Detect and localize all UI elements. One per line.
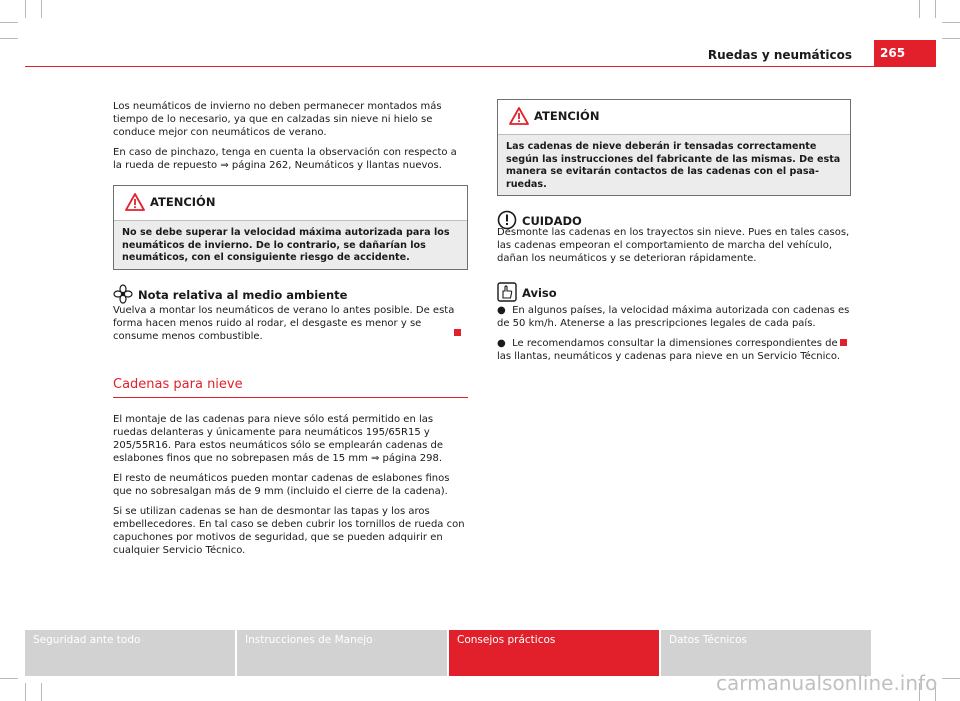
left-column — [113, 100, 468, 564]
warning-title: ATENCIÓN — [534, 109, 600, 123]
notice-title: Aviso — [522, 286, 557, 301]
crop-mark — [0, 22, 18, 23]
section-title: Cadenas para nieve — [113, 376, 243, 392]
bullet-dot: ● — [497, 338, 513, 350]
crop-mark — [0, 38, 18, 39]
bullet-dot: ● — [497, 305, 513, 317]
environment-note-text: Vuelva a montar los neumáticos de verano lo antes posible. De esta forma hacen menos ruido al rodar, el desgaste es menor y se consume menos combustible. — [113, 304, 455, 342]
end-of-section-mark — [840, 339, 847, 346]
footer-tab-instrucciones[interactable]: Instrucciones de Manejo — [237, 630, 447, 676]
watermark: carmanualsonline.info — [716, 671, 938, 695]
crop-mark — [0, 678, 18, 679]
warning-text: Las cadenas de nieve deberán ir tensadas correctamente según las instrucciones del fabricante de las mismas. De esta manera se evitarán contactos de las cadenas con el pasa-ruedas. — [498, 135, 850, 195]
warning-title: ATENCIÓN — [150, 195, 216, 209]
warning-triangle-icon — [125, 193, 145, 211]
environment-flower-icon — [113, 284, 133, 304]
paragraph: El resto de neumáticos pueden montar cadenas de eslabones finos que no sobresalgan más de 9 mm (incluido el cierre de la cadena). — [113, 472, 450, 497]
notice-bullet: ● En algunos países, la velocidad máxima autorizada con cadenas es de 50 km/h. Atenerse a las prescripciones legales de cada país. — [497, 305, 850, 330]
footer-tab-seguridad[interactable]: Seguridad ante todo — [25, 630, 235, 676]
crop-mark — [935, 0, 936, 18]
crop-mark — [942, 38, 960, 39]
paragraph: Los neumáticos de invierno no deben permanecer montados más tiempo de lo necesario, ya que en calzadas sin nieve ni hielo se conduce mejor con neumáticos de verano. — [113, 101, 442, 138]
page-number: 265 — [874, 40, 936, 66]
warning-box — [497, 99, 851, 196]
crop-mark — [942, 22, 960, 23]
notice-bullet: ● Le recomendamos consultar la dimensiones correspondientes de las llantas, neumáticos y cadenas para nieve en un Servicio Técnico. — [497, 338, 841, 363]
right-column — [497, 99, 851, 370]
end-of-section-mark — [454, 329, 461, 336]
header-rule — [25, 66, 936, 67]
crop-mark — [41, 683, 42, 701]
paragraph: En caso de pinchazo, tenga en cuenta la observación con respecto a la rueda de repuesto ⇒ página 262, Neumáticos y llantas nuevos. — [113, 147, 457, 171]
warning-triangle-icon — [509, 107, 529, 125]
caution-exclamation-icon — [497, 210, 517, 230]
notice-hand-icon — [497, 282, 517, 302]
paragraph: El montaje de las cadenas para nieve sólo está permitido en las ruedas delanteras y únicamente para neumáticos 195/65R15 y 205/55R16. Para estos neumáticos sólo se emplearán cadenas de eslabones finos que no sobrepasen más de 15 mm ⇒ página 298. — [113, 413, 444, 464]
warning-text: No se debe superar la velocidad máxima autorizada para los neumáticos de invierno. De lo contrario, se dañarían los neumáticos, con el consiguiente riesgo de accidente. — [114, 221, 467, 269]
warning-box — [113, 185, 468, 270]
crop-mark — [41, 0, 42, 18]
footer-tab-datos[interactable]: Datos Técnicos — [661, 630, 871, 676]
crop-mark — [942, 678, 960, 679]
caution-title: CUIDADO — [522, 214, 582, 229]
crop-mark — [919, 0, 920, 18]
crop-mark — [25, 0, 26, 18]
crop-mark — [25, 683, 26, 701]
running-header-title: Ruedas y neumáticos — [707, 48, 852, 62]
environment-note-title: Nota relativa al medio ambiente — [138, 287, 348, 302]
caution-text: Desmonte las cadenas en los trayectos sin nieve. Pues en tales casos, las cadenas empeoran el comportamiento de marcha del vehículo, dañan los neumáticos y se deterioran rápidamente. — [497, 227, 850, 265]
footer-tab-consejos[interactable]: Consejos prácticos — [449, 630, 659, 676]
paragraph: Si se utilizan cadenas se han de desmontar las tapas y los aros embellecedores. En tal caso se deben cubrir los tornillos de rueda con capuchones por motivos de seguridad, que se pueden adquirir en cualquier Servicio Técnico. — [113, 505, 465, 556]
